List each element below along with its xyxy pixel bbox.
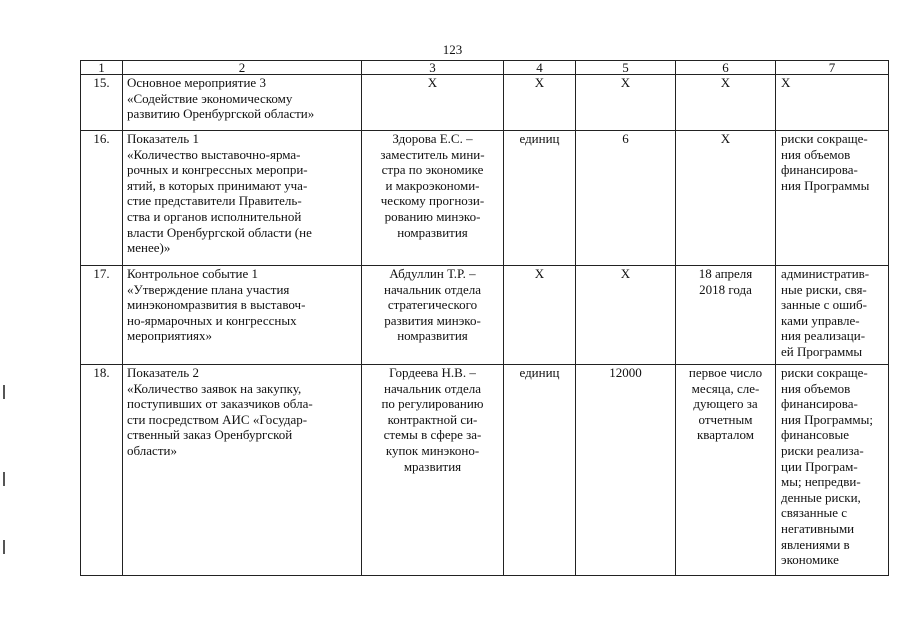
column-header: 3 xyxy=(362,61,504,75)
row-number-cell: 15. xyxy=(81,75,123,131)
table-row xyxy=(81,266,889,365)
responsible-person-cell: Гордеева Н.В. – начальник отдела по регулированию контрактной си- стемы в сфере за- купок минэконо- мразвития xyxy=(362,365,504,576)
event-name-cell: Контрольное событие 1 «Утверждение плана участия минэкономразвития в выставоч- но-ярмарочных и конгрессных мероприятиях» xyxy=(123,266,362,365)
table-row xyxy=(81,75,889,131)
risks-cell: Х xyxy=(776,75,889,131)
column-number-row xyxy=(81,61,889,75)
row-number-cell: 16. xyxy=(81,131,123,266)
event-name-cell: Показатель 1 «Количество выставочно-ярма- рочных и конгрессных меропри- ятий, в которых принимают уча- стие представители Правитель- ства и органов исполнительной власти Оренбургской области (не менее)» xyxy=(123,131,362,266)
target-value-cell: 12000 xyxy=(576,365,676,576)
risks-cell: административ- ные риски, свя- занные с ошиб- ками управле- ния реализаци- ей Программы xyxy=(776,266,889,365)
row-number-cell: 17. xyxy=(81,266,123,365)
column-header: 1 xyxy=(81,61,123,75)
column-header: 7 xyxy=(776,61,889,75)
target-value-cell: Х xyxy=(576,75,676,131)
column-header: 6 xyxy=(676,61,776,75)
deadline-cell: 18 апреля 2018 года xyxy=(676,266,776,365)
scan-artifact xyxy=(3,540,5,554)
unit-of-measure-cell: Х xyxy=(504,266,576,365)
deadline-cell: Х xyxy=(676,75,776,131)
target-value-cell: Х xyxy=(576,266,676,365)
table-row xyxy=(81,131,889,266)
row-number-cell: 18. xyxy=(81,365,123,576)
program-plan-table xyxy=(80,60,889,576)
event-name-cell: Основное мероприятие 3 «Содействие экономическому развитию Оренбургской области» xyxy=(123,75,362,131)
responsible-person-cell: Здорова Е.С. – заместитель мини- стра по экономике и макроэкономи- ческому прогнози- рованию минэко- номразвития xyxy=(362,131,504,266)
event-name-cell: Показатель 2 «Количество заявок на закупку, поступивших от заказчиков обла- сти посредством АИС «Государ- ственный заказ Оренбургской области» xyxy=(123,365,362,576)
column-header: 2 xyxy=(123,61,362,75)
column-header: 5 xyxy=(576,61,676,75)
page-number: 123 xyxy=(442,42,463,57)
scan-artifact xyxy=(3,385,5,399)
risks-cell: риски сокраще- ния объемов финансирова- ния Программы xyxy=(776,131,889,266)
column-header: 4 xyxy=(504,61,576,75)
risks-cell: риски сокраще- ния объемов финансирова- ния Программы; финансовые риски реализа- ции Програм- мы; непредви- денные риски, связанные с негативными явлениями в экономике xyxy=(776,365,889,576)
unit-of-measure-cell: Х xyxy=(504,75,576,131)
table-row xyxy=(81,365,889,576)
deadline-cell: первое число месяца, сле- дующего за отчетным кварталом xyxy=(676,365,776,576)
scan-artifact xyxy=(3,472,5,486)
unit-of-measure-cell: единиц xyxy=(504,131,576,266)
responsible-person-cell: Абдуллин Т.Р. – начальник отдела стратегического развития минэко- номразвития xyxy=(362,266,504,365)
responsible-person-cell: Х xyxy=(362,75,504,131)
unit-of-measure-cell: единиц xyxy=(504,365,576,576)
deadline-cell: Х xyxy=(676,131,776,266)
target-value-cell: 6 xyxy=(576,131,676,266)
